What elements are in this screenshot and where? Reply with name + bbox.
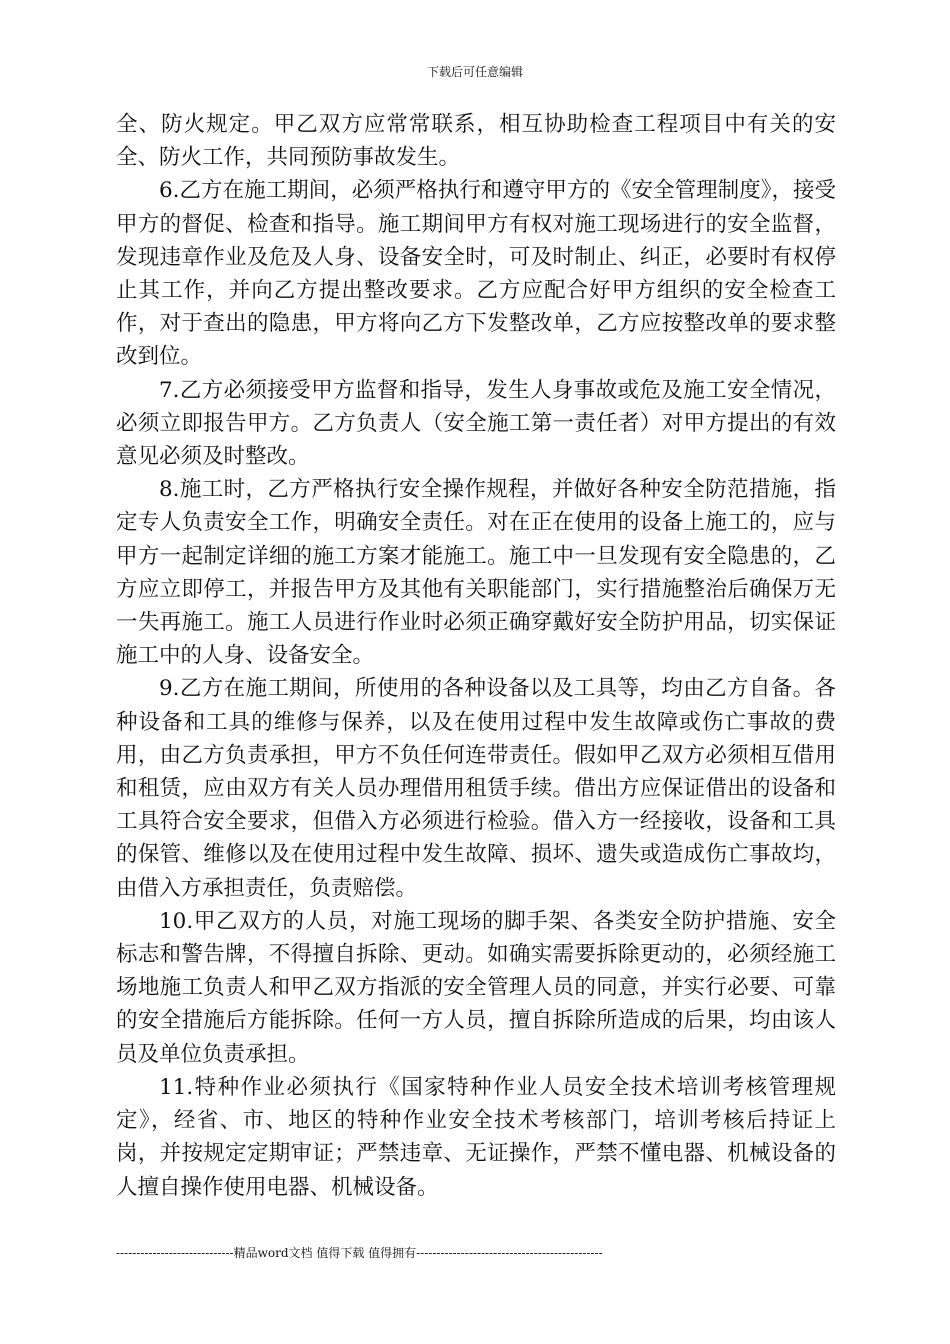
page-header: 下载后可任意编辑	[426, 65, 523, 79]
paragraph-continued: 全、防火规定。甲乙双方应常常联系，相互协助检查工程项目中有关的安全、防火工作，共同预防事故发生。	[116, 112, 836, 171]
paragraph-clause-10: 10.甲乙双方的人员，对施工现场的脚手架、各类安全防护措施、安全标志和警告牌，不得擅自拆除、更动。如确实需要拆除更动的，必须经施工场地施工负责人和甲乙双方指派的安全管理人员的同意，并实行必要、可靠的安全措施后方能拆除。任何一方人员，擅自拆除所造成的后果，均由该人员及单位负责承担。	[116, 908, 836, 1067]
paragraph-clause-9: 9.乙方在施工期间，所使用的各种设备以及工具等，均由乙方自备。各种设备和工具的维修与保养，以及在使用过程中发生故障或伤亡事故的费用，由乙方负责承担，甲方不负任何连带责任。假如甲乙双方必须相互借用和租赁，应由双方有关人员办理借用租赁手续。借出方应保证借出的设备和工具符合安全要求，但借入方必须进行检验。借入方一经接收，设备和工具的保管、维修以及在使用过程中发生故障、损坏、遗失或造成伤亡事故均，由借入方承担责任，负责赔偿。	[116, 676, 836, 901]
paragraph-clause-8: 8.施工时，乙方严格执行安全操作规程，并做好各种安全防范措施，指定专人负责安全工作，明确安全责任。对在正在使用的设备上施工的，应与甲方一起制定详细的施工方案才能施工。施工中一旦发现有安全隐患的，乙方应立即停工，并报告甲方及其他有关职能部门，实行措施整治后确保万无一失再施工。施工人员进行作业时必须正确穿戴好安全防护用品，切实保证施工中的人身、设备安全。	[116, 477, 836, 669]
paragraph-clause-7: 7.乙方必须接受甲方监督和指导，发生人身事故或危及施工安全情况，必须立即报告甲方。乙方负责人（安全施工第一责任者）对甲方提出的有效意见必须及时整改。	[116, 377, 836, 470]
paragraph-clause-6: 6.乙方在施工期间，必须严格执行和遵守甲方的《安全管理制度》，接受甲方的督促、检查和指导。施工期间甲方有权对施工现场进行的安全监督，发现违章作业及危及人身、设备安全时，可及时制止、纠正，必要时有权停止其工作，并向乙方提出整改要求。乙方应配合好甲方组织的安全检查工作，对于查出的隐患，甲方将向乙方下发整改单，乙方应按整改单的要求整改到位。	[116, 178, 836, 370]
page-footer: -----------------------------精品word文档 值得下载 值得拥有----------------------------------------------	[116, 1246, 603, 1260]
paragraph-clause-11: 11.特种作业必须执行《国家特种作业人员安全技术培训考核管理规定》，经省、市、地区的特种作业安全技术考核部门，培训考核后持证上岗，并按规定定期审证；严禁违章、无证操作，严禁不懂电器、机械设备的人擅自操作使用电器、机械设备。	[116, 1074, 836, 1200]
document-body	[116, 108, 836, 1204]
